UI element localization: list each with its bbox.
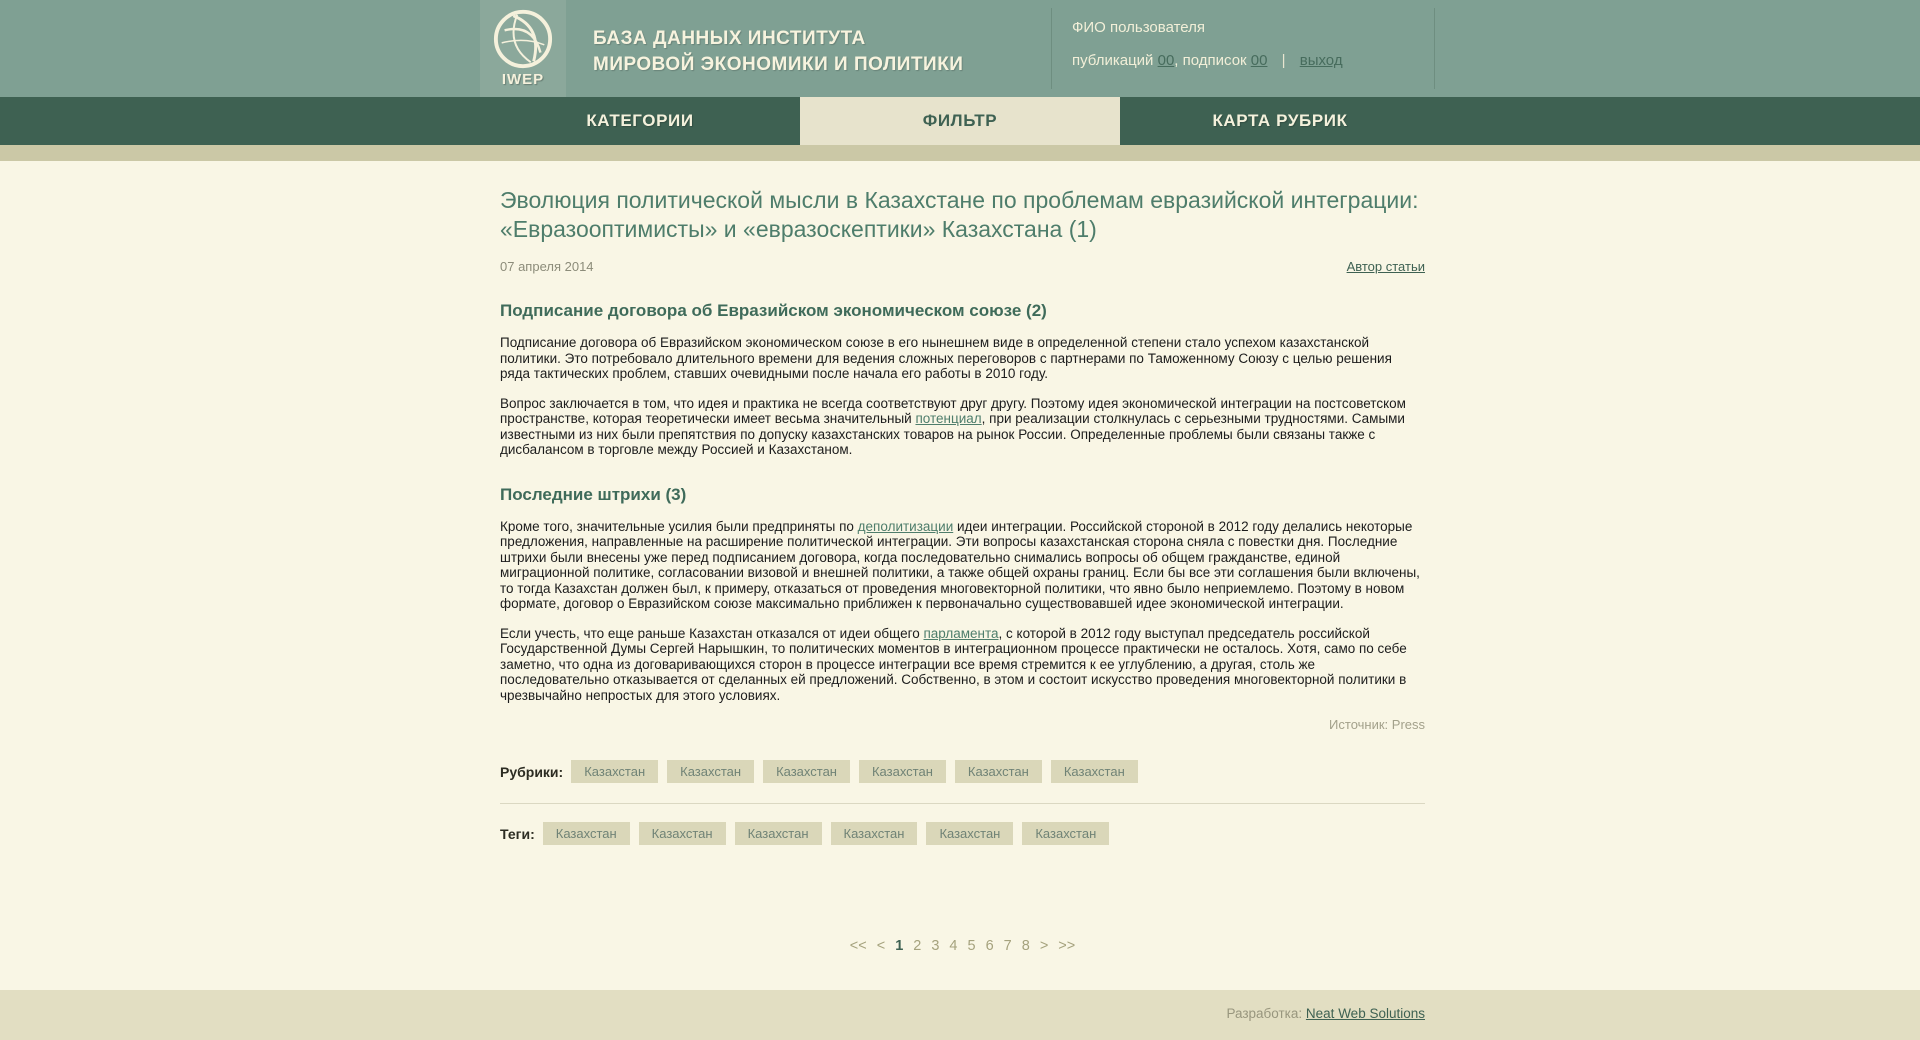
tag-chip[interactable]: Казахстан [735, 822, 822, 845]
rubrics-row [500, 760, 1425, 783]
main-area [0, 186, 1920, 990]
subscriptions-count-link[interactable]: 00 [1250, 52, 1268, 69]
pagination-item[interactable]: >> [1058, 938, 1076, 954]
site-title-line2: МИРОВОЙ ЭКОНОМИКИ И ПОЛИТИКИ [593, 54, 964, 75]
tab-rubric-map[interactable]: КАРТА РУБРИК [1212, 111, 1348, 130]
source-line: Источник: Press [1329, 717, 1425, 732]
pagination-item[interactable]: 6 [985, 938, 994, 954]
article-date: 07 апреля 2014 [500, 259, 594, 274]
tag-chip[interactable]: Казахстан [831, 822, 918, 845]
tab-filter[interactable]: ФИЛЬТР [800, 97, 1120, 145]
main-navigation [0, 97, 1920, 145]
rubric-chip[interactable]: Казахстан [1051, 760, 1138, 783]
footer-developer-label: Разработка: [1226, 1006, 1303, 1021]
paragraph-3 [500, 519, 1425, 612]
tag-chip[interactable]: Казахстан [1022, 822, 1109, 845]
tags-chip-list [543, 822, 1119, 845]
paragraph-4-text: Если учесть, что еще раньше Казахстан отказался от идеи общего [500, 625, 924, 641]
site-title-line1: БАЗА ДАННЫХ ИНСТИТУТА [593, 28, 866, 49]
pagination-item[interactable]: < [876, 938, 886, 954]
paragraph-2-text: Вопрос заключается в том, что идея и практика не всегда соответствуют друг другу. Поэтому идея экономической интеграции на постсоветском пространстве, которая теоретически имеет весьма значительный [500, 395, 1406, 426]
globe-logo-icon [492, 8, 554, 70]
nav-bottom-strip [0, 145, 1920, 161]
header-divider [1051, 8, 1052, 89]
header [0, 0, 1920, 97]
tags-row [500, 822, 1425, 845]
header-divider [1434, 8, 1435, 89]
user-stats-separator: | [1281, 52, 1286, 69]
author-link[interactable]: Автор статьи [1346, 259, 1425, 274]
logout-link[interactable]: выход [1299, 52, 1343, 69]
rubric-chip[interactable]: Казахстан [859, 760, 946, 783]
pagination-item[interactable]: << [849, 938, 867, 954]
user-fullname: ФИО пользователя [1072, 19, 1206, 36]
tag-chip[interactable]: Казахстан [926, 822, 1013, 845]
pagination-item[interactable]: 2 [913, 938, 922, 954]
rubrics-label: Рубрики: [500, 763, 564, 780]
pagination-item[interactable]: 4 [949, 938, 958, 954]
rubric-chip[interactable]: Казахстан [571, 760, 658, 783]
rubrics-chip-list [571, 760, 1147, 783]
site-title [593, 26, 963, 78]
footer-developer-link[interactable]: Neat Web Solutions [1305, 1006, 1425, 1021]
pagination-item[interactable]: 7 [1003, 938, 1012, 954]
section-heading-2: Последние штрихи (3) [500, 484, 687, 504]
paragraph-3-text: Кроме того, значительные усилия были предприняты по [500, 518, 858, 534]
parliament-link[interactable]: парламента [923, 625, 999, 641]
rubrics-tags-divider [500, 803, 1425, 804]
user-info-panel [1072, 19, 1343, 69]
paragraph-3-text: идеи интеграции. Российской стороной в 2012 году делались некоторые предложения, направленные на расширение политической интеграции. Эти вопросы казахстанская сторона сняла с повестки дня. Последние штрихи были внесены уже перед подписанием договора, когда последовательно снимались вопросы об общем гражданстве, единой миграционной политике, согласовании визовой и внешней политики, а также общей охраны границ. Если бы все эти соглашения были включены, то тогда Казахстан должен был, к примеру, отказаться от проведения многовекторной политики, что явно было неприемлемо. Поэтому в новом формате, договор о Евразийском союзе максимально приближен к первоначально существовавшей идее экономической интеграции. [500, 518, 1420, 611]
footer [0, 990, 1920, 1040]
user-stats [1072, 52, 1343, 69]
pagination-item[interactable]: 3 [931, 938, 940, 954]
tag-chip[interactable]: Казахстан [639, 822, 726, 845]
pagination-item[interactable]: 8 [1021, 938, 1030, 954]
tag-chip[interactable]: Казахстан [543, 822, 630, 845]
publications-count-link[interactable]: 00 [1157, 52, 1175, 69]
subscriptions-label: , подписок [1174, 52, 1247, 69]
paragraph-4-text: , с которой в 2012 году выступал председатель российской Государственной Думы Сергей Нарышкин, то политических моментов в интеграционном процессе практически не осталось. Хотя, само по себе заметно, что одна из договаривающихся сторон в процессе интеграции все время стремится к ее углублению, а другая, столь же последовательно отказывается от сделанных ей предложений. Собственно, в этом и состоит искусство проведения многовекторной политики в чрезвычайно непростых для этого условиях. [500, 625, 1407, 703]
pagination [500, 937, 1425, 985]
publications-label: публикаций [1072, 52, 1154, 69]
article-meta-row [500, 259, 1425, 274]
rubric-chip[interactable]: Казахстан [763, 760, 850, 783]
tab-categories[interactable]: КАТЕГОРИИ [586, 111, 694, 130]
tags-label: Теги: [500, 825, 535, 842]
site-logo[interactable] [480, 0, 566, 97]
pagination-item[interactable]: 1 [895, 938, 904, 954]
pagination-item[interactable]: > [1039, 938, 1049, 954]
potential-link[interactable]: потенциал [915, 411, 982, 426]
logo-text: IWEP [501, 71, 545, 88]
pagination-item[interactable]: 5 [967, 938, 976, 954]
paragraph-4 [500, 626, 1425, 704]
rubric-chip[interactable]: Казахстан [955, 760, 1042, 783]
paragraph-2-text: , при реализации столкнулась с серьезными трудностями. Самыми известными из них были препятствия по допуску казахстанских товаров на рынок России. Определенные проблемы были связаны также с дисбалансом в торговле между Россией и Казахстаном. [500, 411, 1405, 457]
rubric-chip[interactable]: Казахстан [667, 760, 754, 783]
article-title: Эволюция политической мысли в Казахстане по проблемам евразийской интеграции: «Евразооптимисты» и «евразоскептики» Казахстана (1) [500, 187, 1419, 242]
section-heading-1: Подписание договора об Евразийском экономическом союзе (2) [500, 301, 1047, 320]
paragraph-2 [500, 396, 1425, 458]
depoliticization-link[interactable]: деполитизации [857, 518, 954, 534]
paragraph-1: Подписание договора об Евразийском экономическом союзе в его нынешнем виде в определенной степени стало успехом казахстанской политики. Это потребовало длительного времени для ведения сложных переговоров с партнерами по Таможенному Союзу с целью решения ряда тактических проблем, ставших очевидными после начала его работы в 2010 году. [500, 335, 1392, 381]
